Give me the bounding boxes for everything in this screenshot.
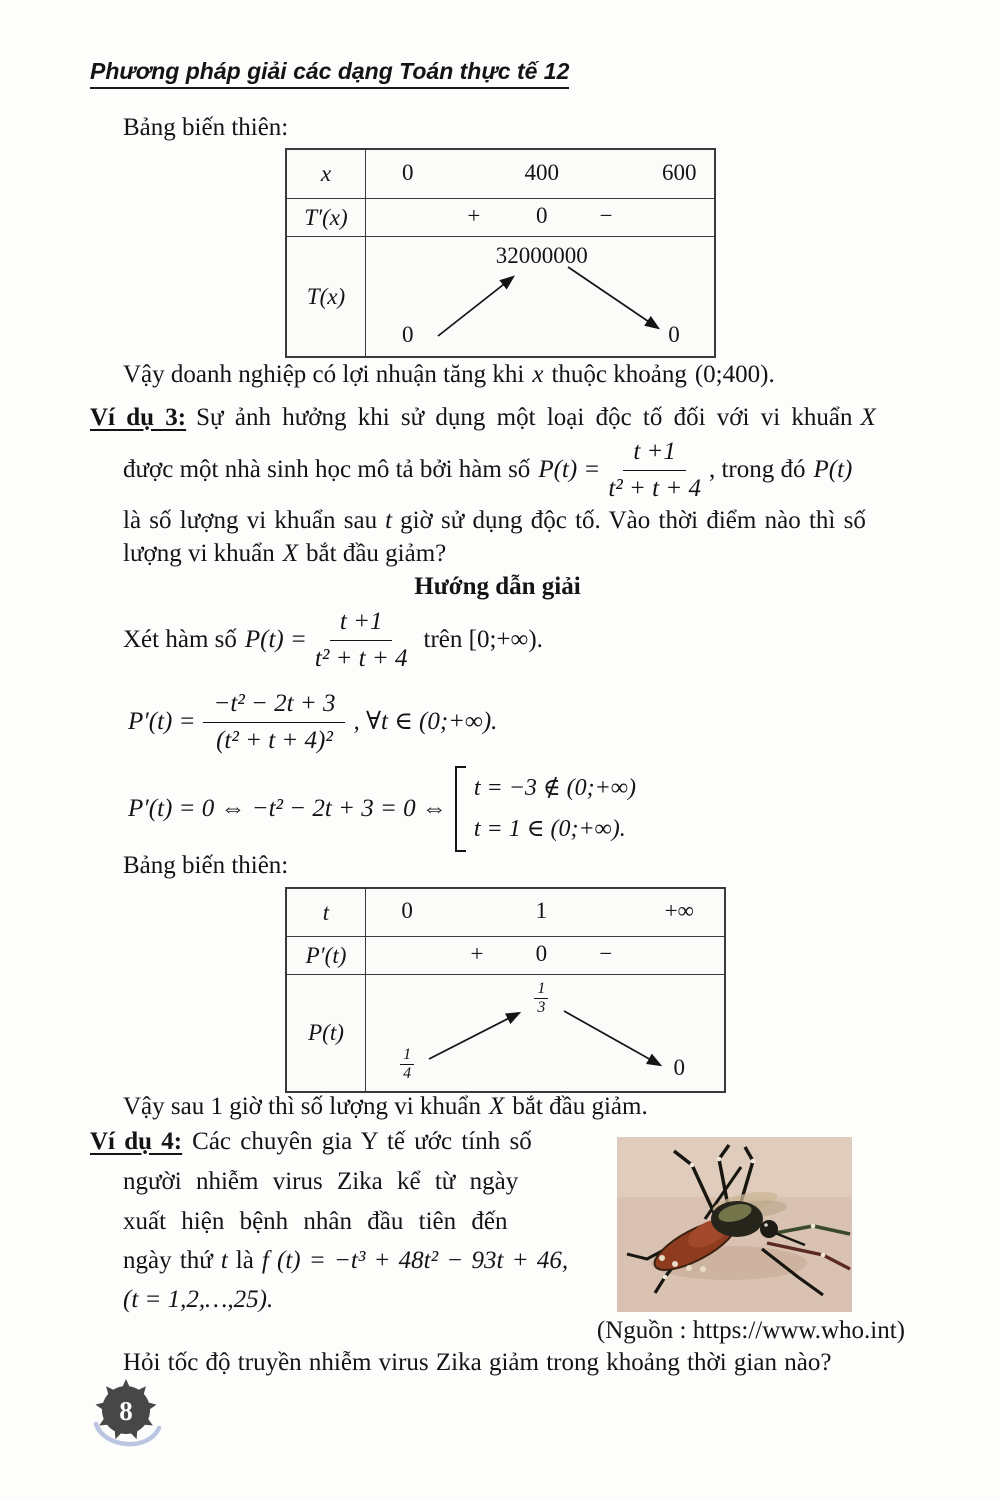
solution-heading: Hướng dẫn giải — [414, 573, 581, 600]
example3-line3 — [123, 506, 866, 536]
variation-table-2 — [285, 887, 726, 1093]
fraction-numerator: −t² − 2t + 3 — [203, 689, 345, 723]
table2-row-t — [287, 889, 724, 937]
table2-t-values — [366, 889, 724, 936]
source-citation: (Nguồn : https://www.who.int) — [596, 1317, 905, 1344]
table1-x0: 0 — [402, 160, 414, 185]
example3-fraction — [608, 437, 701, 504]
example3-line4-post: bắt đầu giảm? — [306, 540, 447, 567]
derivative-tail: , ∀t ∈ (0;+∞). — [353, 708, 498, 735]
mosquito-image — [617, 1137, 852, 1312]
example4-line1: Các chuyên gia Y tế ước tính số — [192, 1128, 532, 1155]
table1-sign-minus: − — [599, 203, 613, 228]
example3-line4-pre: lượng vi khuẩn — [123, 540, 275, 567]
fraction-numerator: 1 — [534, 981, 548, 999]
table1-deriv-signs — [366, 199, 714, 236]
table2-x2: +∞ — [664, 898, 694, 923]
page-header-title: Phương pháp giải các dạng Toán thực tế 12 — [90, 58, 569, 89]
fraction-denominator: 3 — [537, 998, 546, 1016]
example4-intro-line — [90, 1127, 532, 1157]
table2-end-value: 0 — [673, 1055, 685, 1080]
case-lines — [474, 766, 636, 852]
table1-fn-label: T(x) — [287, 237, 366, 356]
conclusion2-pre: Vậy sau 1 giờ thì số lượng vi khuẩn — [123, 1093, 482, 1120]
example4-line4-var: t — [220, 1247, 228, 1274]
equation-text: P′(t) = 0 ⇔ −t² − 2t + 3 = 0 ⇔ — [128, 795, 447, 822]
derivative-lhs: P′(t) = — [128, 708, 196, 735]
table1-row-deriv — [287, 199, 714, 237]
fraction-denominator: 4 — [403, 1065, 412, 1083]
example3-line4-var: X — [282, 540, 299, 567]
conclusion2-var: X — [489, 1093, 505, 1120]
example3-intro-var: X — [860, 404, 876, 431]
fraction-denominator: t² + t + 4 — [608, 474, 701, 502]
bbt2-label: Bảng biến thiên: — [123, 852, 289, 879]
solution-cases — [455, 766, 636, 852]
variation-table-1 — [285, 148, 716, 358]
example3-line4 — [123, 539, 446, 569]
table2-sign-zero: 0 — [535, 941, 548, 966]
conclusion2 — [123, 1092, 648, 1122]
solution-consider-line — [123, 604, 543, 676]
example3-intro: Sự ảnh hưởng khi sử dụng một loại độc tố đối với vi khuẩn — [196, 404, 853, 431]
solution-consider-pre: Xét hàm số — [123, 626, 237, 653]
table2-sign-plus: + — [470, 941, 484, 966]
conclusion1-post: thuộc khoảng — [551, 361, 687, 388]
table2-x0: 0 — [401, 898, 413, 923]
example4-line4 — [123, 1246, 568, 1276]
fraction-numerator: t +1 — [330, 607, 393, 641]
example4-line4-math: f (t) = −t³ + 48t² − 93t + 46, — [261, 1247, 569, 1274]
conclusion1-var: x — [532, 361, 544, 388]
example3-line3-pre: là số lượng vi khuẩn sau — [123, 507, 378, 534]
table2-fn-label: P(t) — [287, 975, 366, 1091]
example3-line2-pre: được một nhà sinh học mô tả bởi hàm số — [123, 456, 531, 483]
example4-line2: người nhiễm virus Zika kể từ ngày — [123, 1168, 519, 1195]
example4-line3: xuất hiện bệnh nhân đầu tiên đến — [123, 1208, 508, 1235]
table1-end-value: 0 — [668, 322, 680, 347]
table1-row-x — [287, 150, 714, 199]
table1-x1: 400 — [524, 160, 559, 185]
example3-line3-var: t — [385, 507, 393, 534]
case-2: t = 1 ∈ (0;+∞). — [473, 816, 626, 842]
fraction-numerator: 1 — [400, 1047, 414, 1065]
example4-label: Ví dụ 4: — [90, 1128, 183, 1155]
table2-fn-values — [366, 975, 724, 1091]
conclusion1 — [123, 360, 775, 390]
table1-start-value: 0 — [402, 322, 414, 347]
table1-row-fn — [287, 237, 714, 356]
table1-sign-zero: 0 — [535, 203, 548, 228]
table1-trend-arrows — [366, 237, 713, 356]
example4-line4-pre: ngày thứ — [123, 1247, 213, 1274]
page-header — [90, 57, 569, 87]
solution-equation-line — [128, 764, 636, 854]
conclusion1-pre: Vậy doanh nghiệp có lợi nhuận tăng khi — [123, 361, 525, 388]
example3-line2-post: , trong đó — [708, 456, 806, 483]
case-1: t = −3 ∉ (0;+∞) — [473, 775, 636, 802]
derivative-fraction — [203, 689, 345, 756]
table1-sign-plus: + — [467, 203, 481, 228]
table2-deriv-signs — [366, 937, 724, 974]
solution-derivative-line — [128, 676, 497, 768]
solution-pt-lhs: P(t) = — [244, 626, 307, 653]
example3-intro-line — [90, 403, 876, 433]
table2-row-fn — [287, 975, 724, 1091]
example3-line3-post: giờ sử dụng độc tố. Vào thời điểm nào thì số — [400, 507, 866, 534]
table2-trend-arrows — [366, 975, 723, 1091]
table1-x2: 600 — [661, 160, 697, 185]
example3-pt-lhs: P(t) = — [538, 456, 601, 483]
page-number-text: 8 — [119, 1396, 133, 1426]
solution-consider-post: trên [0;+∞). — [423, 626, 543, 653]
table1-deriv-label: T′(x) — [287, 199, 366, 236]
fraction-denominator: (t² + t + 4)² — [216, 726, 333, 754]
example3-line2-var: P(t) — [813, 456, 853, 483]
example4-line5: (t = 1,2,…,25). — [123, 1286, 274, 1313]
fraction-numerator: t +1 — [623, 437, 686, 471]
example4-line4-mid: là — [235, 1247, 254, 1274]
example4-question: Hỏi tốc độ truyền nhiễm virus Zika giảm trong khoảng thời gian nào? — [123, 1349, 832, 1376]
table2-sign-minus: − — [599, 941, 613, 966]
conclusion1-interval: (0;400). — [694, 361, 775, 388]
table2-x1: 1 — [535, 898, 548, 923]
table2-deriv-label: P′(t) — [287, 937, 366, 974]
square-bracket — [455, 766, 466, 852]
page-number-gear-icon — [88, 1378, 170, 1464]
fraction-denominator: t² + t + 4 — [314, 644, 408, 672]
example3-function-line — [123, 436, 852, 504]
example3-label: Ví dụ 3: — [90, 404, 187, 431]
solution-fraction — [315, 607, 408, 674]
table2-row-deriv — [287, 937, 724, 975]
table1-var-label: x — [287, 150, 366, 198]
bbt1-label: Bảng biến thiên: — [123, 114, 289, 141]
table2-var-label: t — [287, 889, 366, 936]
conclusion2-post: bắt đầu giảm. — [512, 1093, 648, 1120]
table1-fn-values — [366, 237, 714, 356]
table1-peak-value: 32000000 — [495, 243, 588, 268]
table1-x-values — [366, 150, 714, 198]
